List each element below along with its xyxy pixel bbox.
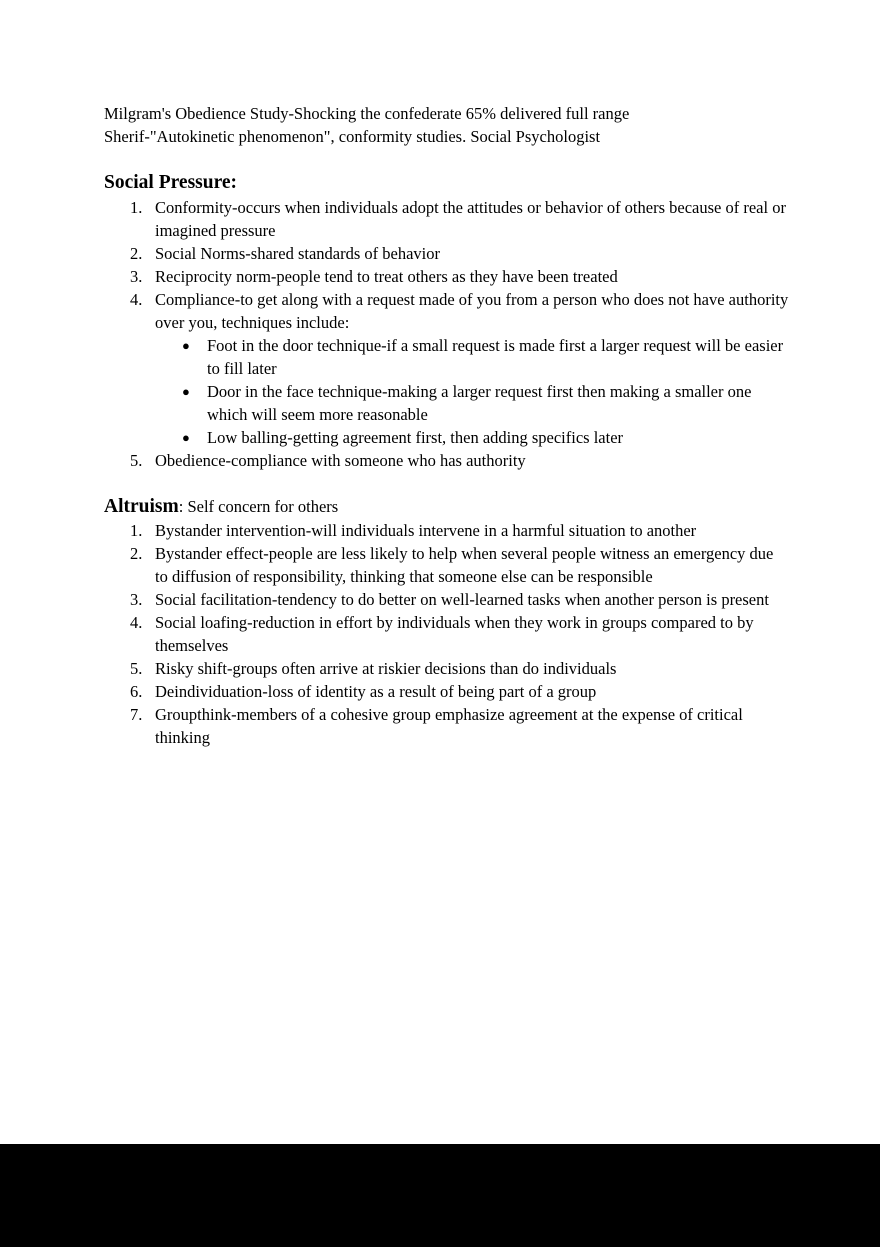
- list-text: Bystander intervention-will individuals intervene in a harmful situation to another: [155, 521, 697, 540]
- list-text: Deindividuation-loss of identity as a result of being part of a group: [155, 682, 597, 701]
- list-item: [130, 196, 790, 242]
- list-item: [130, 611, 790, 657]
- list-item: [130, 542, 790, 588]
- list-number: 3.: [130, 590, 143, 609]
- list-text: Social loafing-reduction in effort by individuals when they work in groups compared to by themselves: [155, 613, 754, 655]
- list-text: Groupthink-members of a cohesive group emphasize agreement at the expense of critical thinking: [155, 705, 743, 747]
- list-number: 1.: [130, 521, 143, 540]
- list-number: 5.: [130, 659, 143, 678]
- list-number: 2.: [130, 544, 143, 563]
- list-item: [130, 242, 790, 265]
- intro-line-sherif: Sherif-"Autokinetic phenomenon", conformity studies. Social Psychologist: [104, 127, 601, 146]
- list-number: 1.: [130, 198, 143, 217]
- sub-list-item: [182, 426, 792, 449]
- list-item: [130, 288, 790, 449]
- altruism-list: [130, 519, 790, 749]
- list-item: [130, 588, 790, 611]
- intro-notes: [104, 102, 629, 148]
- list-number: 4.: [130, 290, 143, 309]
- sub-list-item: [182, 334, 792, 380]
- list-text: Conformity-occurs when individuals adopt the attitudes or behavior of others because of real or imagined pressure: [155, 198, 786, 240]
- list-text: Compliance-to get along with a request made of you from a person who does not have authority over you, techniques include:: [155, 290, 789, 332]
- list-number: 5.: [130, 451, 143, 470]
- bullet-icon: ●: [182, 384, 190, 399]
- list-text: Social facilitation-tendency to do better on well-learned tasks when another person is present: [155, 590, 769, 609]
- list-text: Reciprocity norm-people tend to treat others as they have been treated: [155, 267, 618, 286]
- heading-social-pressure: Social Pressure:: [104, 172, 238, 193]
- compliance-techniques-list: [182, 334, 792, 449]
- bullet-icon: ●: [182, 430, 190, 445]
- social-pressure-list: [130, 196, 790, 472]
- list-number: 6.: [130, 682, 143, 701]
- heading-altruism: [104, 496, 338, 518]
- list-item: [130, 703, 790, 749]
- list-number: 2.: [130, 244, 143, 263]
- list-item: [130, 265, 790, 288]
- altruism-title: Altruism: [104, 496, 179, 517]
- list-text: Door in the face technique-making a larger request first then making a smaller one which will seem more reasonable: [207, 382, 752, 424]
- list-number: 3.: [130, 267, 143, 286]
- list-number: 4.: [130, 613, 143, 632]
- list-text: Bystander effect-people are less likely to help when several people witness an emergency due to diffusion of responsibility, thinking that someone else can be responsible: [155, 544, 774, 586]
- list-item: [130, 449, 790, 472]
- list-text: Social Norms-shared standards of behavior: [155, 244, 441, 263]
- list-text: Obedience-compliance with someone who has authority: [155, 451, 526, 470]
- altruism-subtitle: : Self concern for others: [178, 497, 339, 516]
- list-item: [130, 657, 790, 680]
- list-text: Risky shift-groups often arrive at riskier decisions than do individuals: [155, 659, 617, 678]
- black-letterbox-bar: [0, 1144, 880, 1247]
- bullet-icon: ●: [182, 338, 190, 353]
- intro-line-milgram: Milgram's Obedience Study-Shocking the confederate 65% delivered full range: [104, 104, 630, 123]
- sub-list-item: [182, 380, 792, 426]
- list-item: [130, 680, 790, 703]
- list-number: 7.: [130, 705, 143, 724]
- list-text: Foot in the door technique-if a small request is made first a larger request will be easier to fill later: [207, 336, 784, 378]
- list-text: Low balling-getting agreement first, then adding specifics later: [207, 428, 624, 447]
- list-item: [130, 519, 790, 542]
